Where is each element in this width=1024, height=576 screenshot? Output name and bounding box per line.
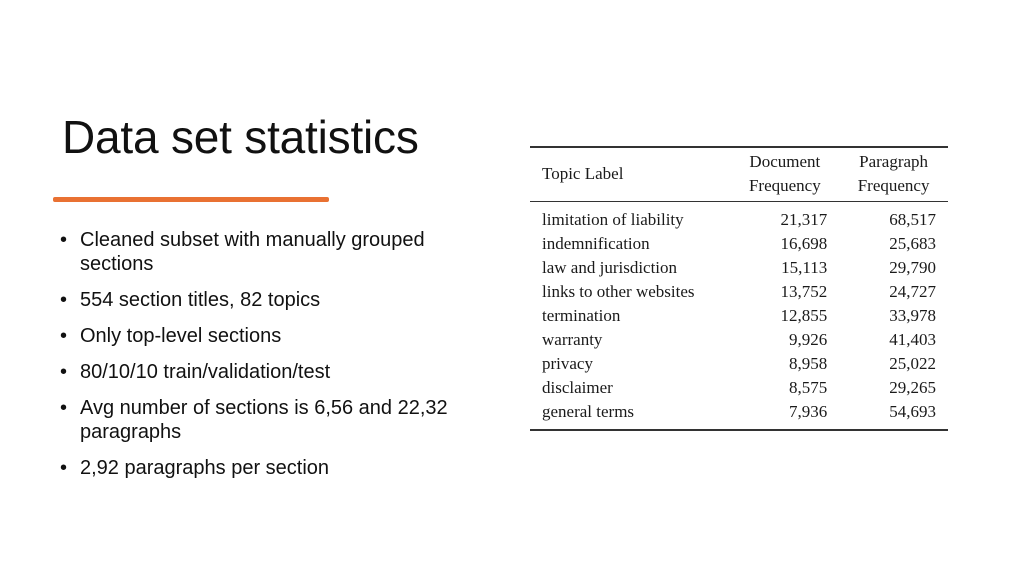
document-frequency-cell: 7,936 [788,402,828,421]
header-document-line2: Frequency [748,176,821,195]
bullet-item [60,456,460,480]
bullet-dot: • [60,229,68,251]
slide-title: Data set statistics [62,111,419,163]
bullet-text: 2,92 paragraphs per section [80,457,330,479]
header-document-frequency [730,147,839,202]
bullet-text: Avg number of sections is 6,56 and 22,32 paragraphs [80,397,448,443]
bullet-dot: • [60,361,68,383]
document-frequency-cell: 15,113 [781,258,828,277]
topic-label-cell: general terms [542,402,635,421]
bullet-item [60,228,460,276]
topic-label-cell: privacy [542,354,593,373]
topic-frequency-table-image [530,146,948,431]
document-frequency-cell: 9,926 [788,330,828,349]
topic-label-cell: disclaimer [542,378,613,397]
title-accent-rule [53,197,329,202]
table-row [530,232,948,256]
paragraph-frequency-cell: 25,022 [889,354,936,373]
document-frequency-cell: 8,958 [788,354,828,373]
header-paragraph-line1: Paragraph [859,152,929,171]
bullet-text: Cleaned subset with manually grouped sections [80,229,425,275]
table-row [530,376,948,400]
topic-label-cell: warranty [542,330,603,349]
bullet-item [60,360,460,384]
paragraph-frequency-cell: 54,693 [889,402,936,421]
bullet-item [60,324,460,348]
table-row [530,352,948,376]
bullet-item [60,288,460,312]
topic-label-cell: links to other websites [542,282,695,301]
paragraph-frequency-cell: 29,790 [889,258,936,277]
bullet-text: 80/10/10 train/validation/test [80,361,331,383]
paragraph-frequency-cell: 25,683 [889,234,936,253]
header-topic-label: Topic Label [530,147,730,202]
table-header-row [530,147,948,202]
bullet-dot: • [60,397,68,419]
topic-label-cell: law and jurisdiction [542,258,678,277]
document-frequency-cell: 13,752 [780,282,828,301]
header-paragraph-frequency [839,147,948,202]
document-frequency-cell: 16,698 [780,234,828,253]
paragraph-frequency-cell: 68,517 [889,210,936,229]
topic-frequency-table [530,146,948,431]
table-row [530,304,948,328]
topic-label-cell: indemnification [542,234,650,253]
paragraph-frequency-cell: 24,727 [889,282,936,301]
bullet-dot: • [60,325,68,347]
paragraph-frequency-cell: 33,978 [889,306,936,325]
bullet-text: 554 section titles, 82 topics [80,289,321,311]
table-row [530,328,948,352]
header-document-line1: Document [749,152,821,171]
bullet-text: Only top-level sections [80,325,282,347]
document-frequency-cell: 21,317 [780,210,828,229]
document-frequency-cell: 8,575 [788,378,828,397]
table-row [530,256,948,280]
table-row [530,280,948,304]
header-paragraph-line2: Frequency [857,176,930,195]
table-row [530,202,948,233]
paragraph-frequency-cell: 41,403 [889,330,936,349]
document-frequency-cell: 12,855 [780,306,828,325]
bullet-dot: • [60,289,68,311]
paragraph-frequency-cell: 29,265 [889,378,936,397]
topic-label-cell: limitation of liability [542,210,684,229]
bullet-item [60,396,460,444]
bullet-dot: • [60,457,68,479]
table-row [530,400,948,430]
topic-label-cell: termination [542,306,621,325]
bullet-list [60,228,460,492]
